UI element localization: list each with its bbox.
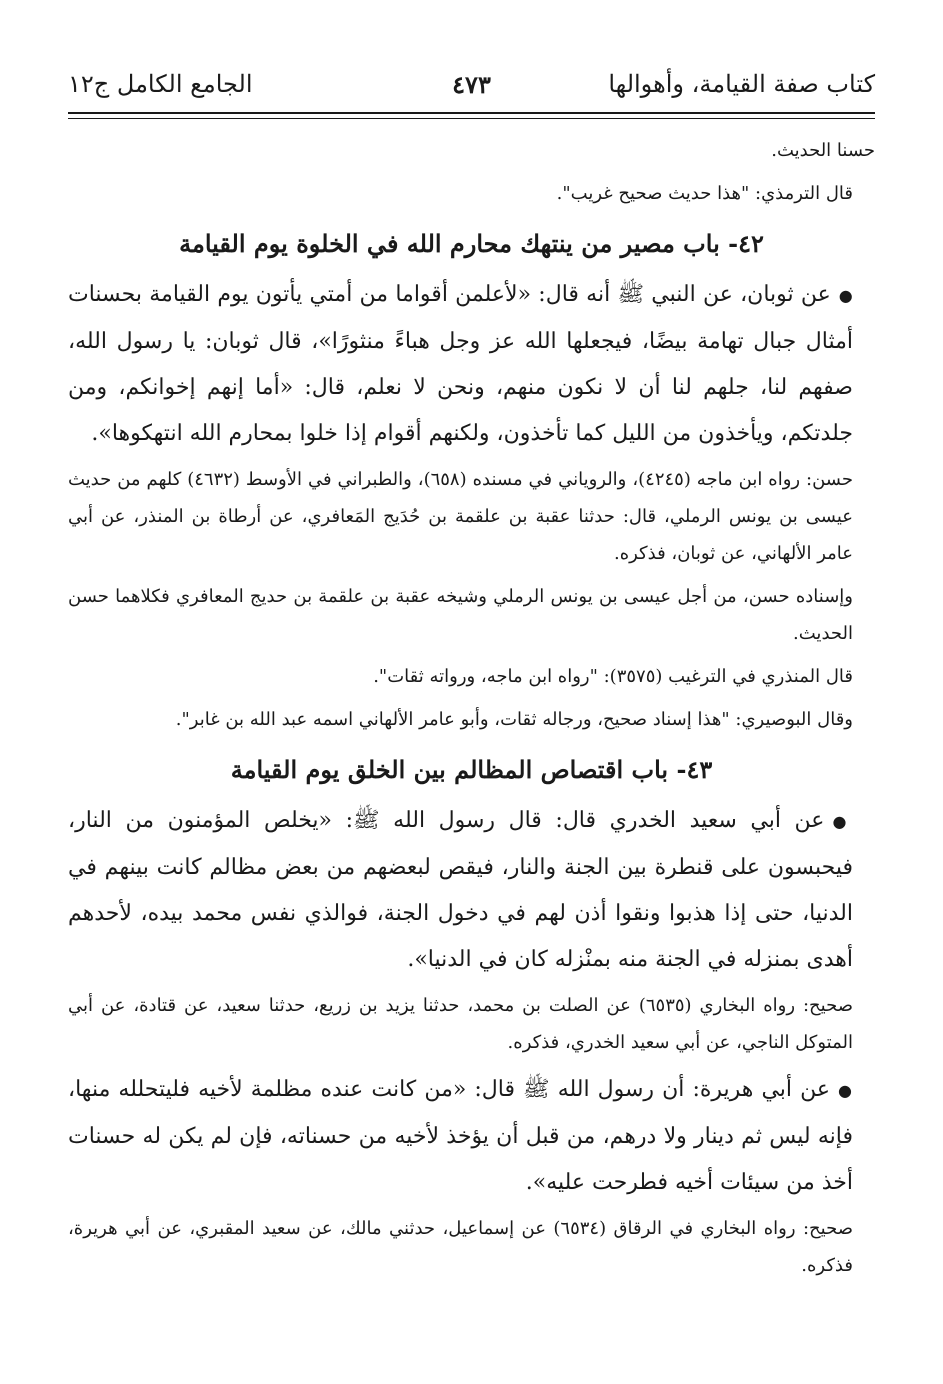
chapter-43-heading: ٤٣- باب اقتصاص المظالم بين الخلق يوم القيامة (230, 755, 713, 784)
bullet-icon: ● (832, 812, 853, 831)
hadith-abu-hurayra-text: عن أبي هريرة: أن رسول الله ﷺ قال: «من كانت عنده مظلمة لأخيه فليتحلله منها، فإنه ليس ثم دينار ولا درهم، من قبل أن يؤخذ لأخيه من حسناته، فإن لم يكن له حسنات أخذ من سيئات أخيه فطرحت عليه». (68, 1077, 853, 1195)
mundhiri-note: قال المنذري في الترغيب (٣٥٧٥): "رواه ابن ماجه، ورواته ثقات". (373, 666, 853, 687)
takhrij-thawban: حسن: رواه ابن ماجه (٤٢٤٥)، والروياني في مسنده (٦٥٨)، والطبراني في الأوسط (٤٦٣٢) كلهم من حديث عيسى بن يونس الرملي، قال: حدثنا عقبة بن علقمة بن حُدَيج المَعافري، عن أرطاة بن المنذر، عن أبي عامر الألهاني، عن ثوبان، فذكره. (68, 469, 853, 564)
running-header (68, 70, 875, 110)
busiri-note: وقال البوصيري: "هذا إسناد صحيح، ورجاله ثقات، وأبو عامر الألهاني اسمه عبد الله بن غابر". (175, 709, 853, 730)
hadith-abu-said (68, 798, 875, 983)
bullet-icon: ● (837, 1081, 853, 1100)
book-title: كتاب صفة القيامة، وأهوالها (608, 70, 875, 98)
page-number: ٤٧٣ (452, 70, 491, 99)
tirmidhi-note: قال الترمذي: "هذا حديث صحيح غريب". (556, 183, 853, 204)
hadith-thawban-text: عن ثوبان، عن النبي ﷺ أنه قال: «لأعلمن أقواما من أمتي يأتون يوم القيامة بحسنات أمثال جبال تهامة بيضًا، فيجعلها الله عز وجل هباءً منثورًا»، قال ثوبان: يا رسول الله، صفهم لنا، جلهم لنا أن لا نكون منهم، ونحن لا نعلم، قال: «أما إنهم إخوانكم، ومن جلدتكم، ويأخذون من الليل كما تأخذون، ولكنهم أقوام إذا خلوا بمحارم الله انتهكوها». (68, 282, 853, 446)
header-rule-thick (68, 112, 875, 114)
hadith-thawban (68, 272, 875, 457)
header-rule-thin (68, 118, 875, 119)
bullet-icon: ● (838, 286, 853, 305)
page-body (68, 132, 875, 1364)
continuation-text: حسنا الحديث. (771, 140, 875, 161)
hadith-abu-hurayra (68, 1067, 875, 1206)
series-title: الجامع الكامل ج١٢ (68, 70, 253, 98)
isnad-thawban: وإسناده حسن، من أجل عيسى بن يونس الرملي وشيخه عقبة بن علقمة بن حديج المعافري فكلاهما حسن الحديث. (68, 586, 853, 644)
chapter-42-heading: ٤٢- باب مصير من ينتهك محارم الله في الخلوة يوم القيامة (179, 229, 764, 258)
takhrij-abu-hurayra: صحيح: رواه البخاري في الرقاق (٦٥٣٤) عن إسماعيل، حدثني مالك، عن سعيد المقبري، عن أبي هريرة، فذكره. (68, 1218, 853, 1276)
hadith-abu-said-text: عن أبي سعيد الخدري قال: قال رسول الله ﷺ: «يخلص المؤمنون من النار، فيحبسون على قنطرة بين الجنة والنار، فيقص لبعضهم من بعض مظالم كانت بينهم في الدنيا، حتى إذا هذبوا ونقوا أذن لهم في دخول الجنة، فوالذي نفس محمد بيده، لأحدهم أهدى بمنزله في الجنة منه بمنْزله كان في الدنيا». (68, 808, 853, 972)
takhrij-abu-said: صحيح: رواه البخاري (٦٥٣٥) عن الصلت بن محمد، حدثنا يزيد بن زريع، حدثنا سعيد، عن قتادة، عن أبي المتوكل الناجي، عن أبي سعيد الخدري، فذكره. (68, 995, 853, 1053)
